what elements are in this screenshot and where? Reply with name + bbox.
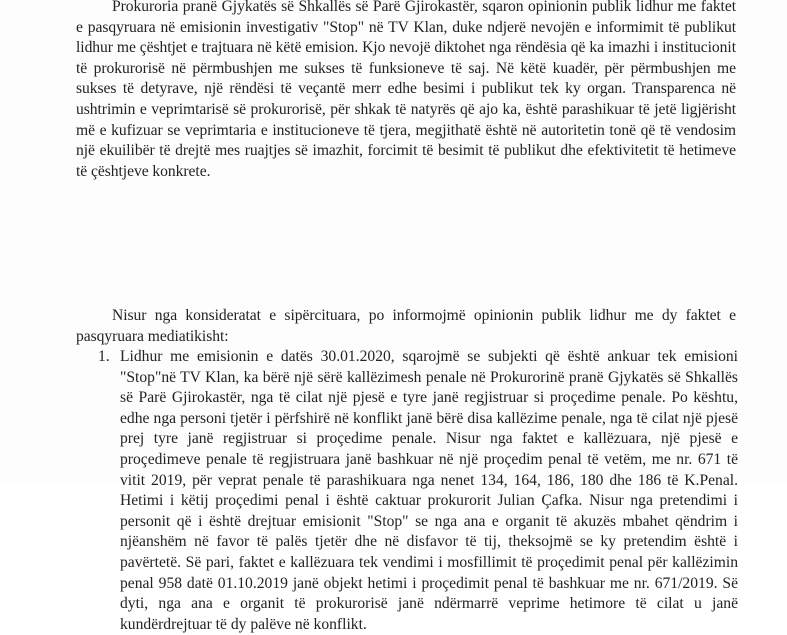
facts-list bbox=[98, 347, 738, 635]
intro-paragraph: Prokuroria pranë Gjykatës së Shkallës së Parë Gjirokastër, sqaron opinionin publik lidhur me faktet e pasqyruara në emisionin investigativ "Stop" në TV Klan, duke ndjerë nevojën e informimit të publikut lidhur me çështjet e trajtuara në këtë emision. Kjo nevojë diktohet nga rëndësia që ka imazhi i institucionit të prokurorisë në përmbushjen me sukses të funksioneve të saj. Në këtë kuadër, për përmbushjen me sukses të detyrave, një rëndësi të veçantë merr edhe besimi i publikut tek ky organ. Transparenca në ushtrimin e veprimtarisë së prokurorisë, për shkak të natyrës që ajo ka, është parashikuar të jetë ligjërisht më e kufizuar se veprimtaria e institucioneve të tjera, megjithatë është në autoritetin tonë që të vendosim një ekuilibër të drejtë mes ruajtjes së imazhit, forcimit të besimit të publikut dhe efektivitetit të hetimeve të çështjeve konkrete. bbox=[76, 0, 736, 180]
considerations-paragraph: Nisur nga konsideratat e sipërcituara, po informojmë opinionin publik lidhur me dy faktet e pasqyruara mediatikisht: bbox=[76, 307, 736, 345]
list-item bbox=[98, 347, 738, 635]
list-item-text: Lidhur me emisionin e datës 30.01.2020, sqarojmë se subjekti që është ankuar tek emisioni "Stop"në TV Klan, ka bërë një sërë kallëzimesh penale në Prokurorinë pranë Gjykatës së Shkallës së Parë Gjirokastër, nga të cilat një pjesë e tyre janë regjistruar si proçedime penale. Po kështu, edhe nga personi tjetër i përfshirë në konflikt janë bërë disa kallëzime penale, nga të cilat një pjesë prej tyre janë regjistruar si proçedime penale. Nisur nga faktet e kallëzuara, një pjesë e proçedimeve penale të regjistruara janë bashkuar në një proçedim penal të vetëm, me nr. 671 të vitit 2019, për veprat penale të parashikuara nga nenet 134, 164, 186, 180 dhe 186 të K.Penal. Hetimi i këtij proçedimi penal i është caktuar prokurorit Julian Çafka. Nisur nga pretendimi i personit që i është drejtuar emisionit "Stop" se nga ana e organit të akuzës mbahet qëndrim i njëanshëm në favor të palës tjetër dhe në disfavor të tij, theksojmë se ky pretendim është i pavërtetë. Së pari, faktet e kallëzuara tek vendimi i mosfillimit të proçedimit penal për kallëzimin penal 958 datë 01.10.2019 janë objekt hetimi i proçedimit penal të bashkuar me nr. 671/2019. Së dyti, nga ana e organit të prokurorisë janë ndërmarrë veprime hetimore të cilat u janë kundërdrejtuar të dy palëve në konflikt. bbox=[120, 348, 738, 633]
list-item-number: 1. bbox=[98, 348, 110, 365]
